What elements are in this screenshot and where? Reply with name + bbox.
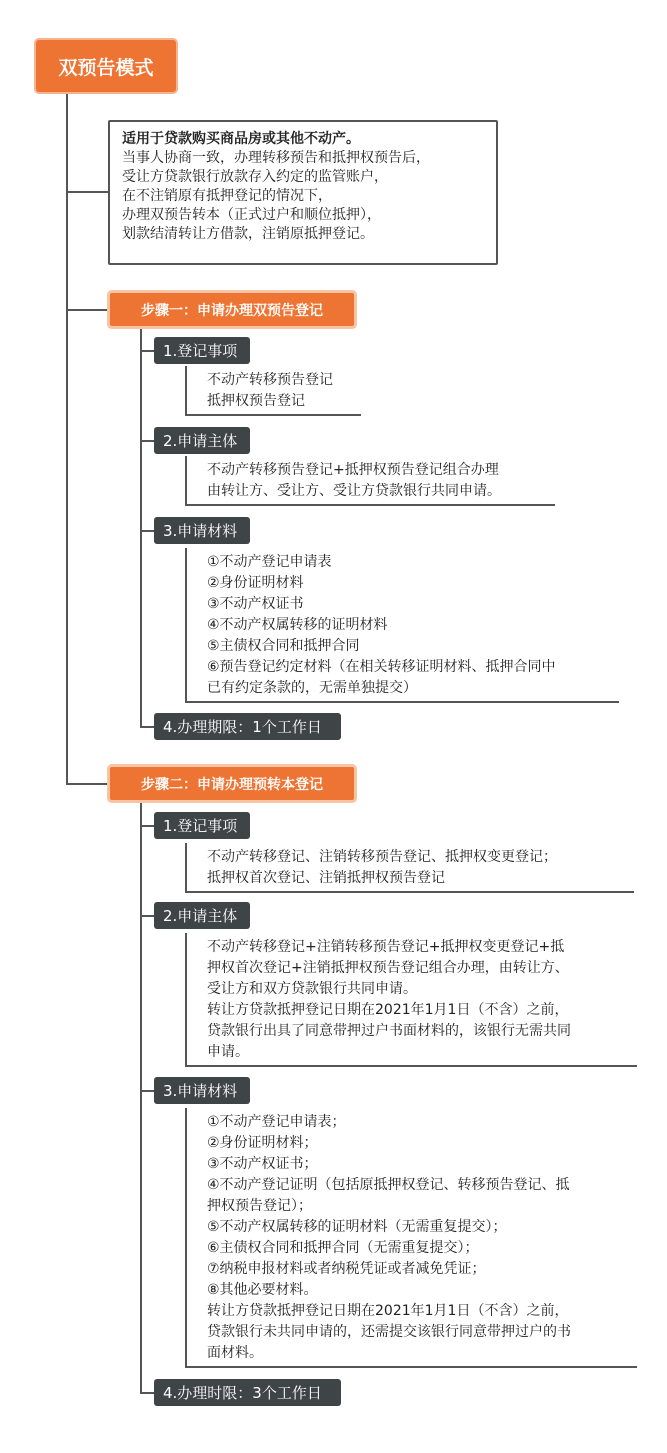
- detail-line: 已有约定条款的，无需单独提交）: [207, 680, 417, 696]
- detail-line: 贷款银行未共同申请的，还需提交该银行同意带押过户的书: [207, 1324, 571, 1340]
- detail-line: 抵押权首次登记、注销抵押权预告登记: [207, 870, 445, 886]
- detail-line: 不动产转移登记、注销转移预告登记、抵押权变更登记；: [207, 849, 557, 865]
- step1-node: 步骤一：申请办理双预告登记: [110, 293, 354, 326]
- step2-registration-details: [185, 843, 634, 893]
- connector-step2: [66, 783, 110, 785]
- detail-line: 抵押权预告登记: [207, 393, 305, 409]
- detail-line: ⑤不动产权属转移的证明材料（无需重复提交）；: [207, 1219, 507, 1235]
- step2-applicant-details: [185, 933, 637, 1067]
- connector-s1-2: [140, 440, 154, 442]
- step2-applicant-node: 2.申请主体: [154, 902, 250, 929]
- detail-line: 受让方和双方贷款银行共同申请。: [207, 981, 417, 997]
- connector-s1-1: [140, 350, 154, 352]
- step2-trunk-line: [140, 800, 142, 1392]
- step1-trunk-line: [140, 326, 142, 726]
- step1-applicant-details: [185, 456, 555, 506]
- step1-deadline-node: 4.办理期限：1个工作日: [154, 713, 341, 740]
- main-trunk-line: [66, 92, 68, 784]
- step2-node: 步骤二：申请办理预转本登记: [110, 767, 354, 800]
- description-line: 受让方贷款银行放款存入约定的监管账户，: [122, 169, 388, 185]
- description-line: 办理双预告转本（正式过户和顺位抵押），: [122, 207, 381, 223]
- detail-line: ④不动产权属转移的证明材料: [207, 617, 388, 633]
- detail-line: ⑤主债权合同和抵押合同: [207, 638, 360, 654]
- connector-s1-4: [140, 726, 154, 728]
- description-lead: 适用于贷款购买商品房或其他不动产。: [122, 131, 360, 147]
- step2-registration-node: 1.登记事项: [154, 812, 250, 839]
- connector-desc: [66, 191, 108, 193]
- detail-line: 押权预告登记）；: [207, 1198, 312, 1214]
- description-line: 在不注销原有抵押登记的情况下，: [122, 188, 332, 204]
- detail-line: 不动产转移登记+注销转移预告登记+抵押权变更登记+抵: [207, 939, 565, 955]
- step2-materials-details: [185, 1108, 637, 1368]
- detail-line: ⑦纳税申报材料或者纳税凭证或者减免凭证；: [207, 1261, 486, 1277]
- connector-step1: [66, 309, 110, 311]
- detail-line: ③不动产权证书: [207, 596, 304, 612]
- detail-line: 押权首次登记+注销抵押权预告登记组合办理，由转让方、: [207, 960, 569, 976]
- detail-line: ②身份证明材料: [207, 575, 304, 591]
- connector-s2-3: [140, 1090, 154, 1092]
- step2-materials-node: 3.申请材料: [154, 1077, 250, 1104]
- step1-registration-details: [185, 366, 361, 416]
- detail-line: ④不动产登记证明（包括原抵押权登记、转移预告登记、抵: [207, 1177, 570, 1193]
- detail-line: 转让方贷款抵押登记日期在2021年1月1日（不含）之前，: [207, 1002, 569, 1018]
- description-box: [108, 120, 498, 265]
- description-line: 当事人协商一致，办理转移预告和抵押权预告后，: [122, 150, 430, 166]
- detail-line: ②身份证明材料；: [207, 1135, 318, 1151]
- step2-deadline-node: 4.办理时限：3个工作日: [154, 1379, 341, 1406]
- step1-materials-details: [185, 548, 619, 703]
- step1-applicant-node: 2.申请主体: [154, 427, 250, 454]
- detail-line: 不动产转移预告登记+抵押权预告登记组合办理: [207, 462, 499, 478]
- detail-line: ③不动产权证书；: [207, 1156, 318, 1172]
- root-node-title: 双预告模式: [36, 40, 176, 92]
- description-line: 划款结清转让方借款，注销原抵押登记。: [122, 226, 374, 242]
- step1-registration-node: 1.登记事项: [154, 337, 250, 364]
- detail-line: ⑥预告登记约定材料（在相关转移证明材料、抵押合同中: [207, 659, 556, 675]
- detail-line: 面材料。: [207, 1345, 263, 1361]
- connector-s2-2: [140, 915, 154, 917]
- detail-line: ⑥主债权合同和抵押合同（无需重复提交）；: [207, 1240, 479, 1256]
- detail-line: 不动产转移预告登记: [207, 372, 333, 388]
- detail-line: ①不动产登记申请表: [207, 554, 332, 570]
- connector-s1-3: [140, 530, 154, 532]
- connector-s2-1: [140, 825, 154, 827]
- detail-line: 由转让方、受让方、受让方贷款银行共同申请。: [207, 483, 501, 499]
- detail-line: 贷款银行出具了同意带押过户书面材料的，该银行无需共同: [207, 1023, 571, 1039]
- detail-line: ⑧其他必要材料。: [207, 1282, 318, 1298]
- connector-s2-4: [140, 1392, 154, 1394]
- detail-line: 申请。: [207, 1044, 249, 1060]
- detail-line: ①不动产登记申请表；: [207, 1114, 346, 1130]
- step1-materials-node: 3.申请材料: [154, 517, 250, 544]
- detail-line: 转让方贷款抵押登记日期在2021年1月1日（不含）之前，: [207, 1303, 569, 1319]
